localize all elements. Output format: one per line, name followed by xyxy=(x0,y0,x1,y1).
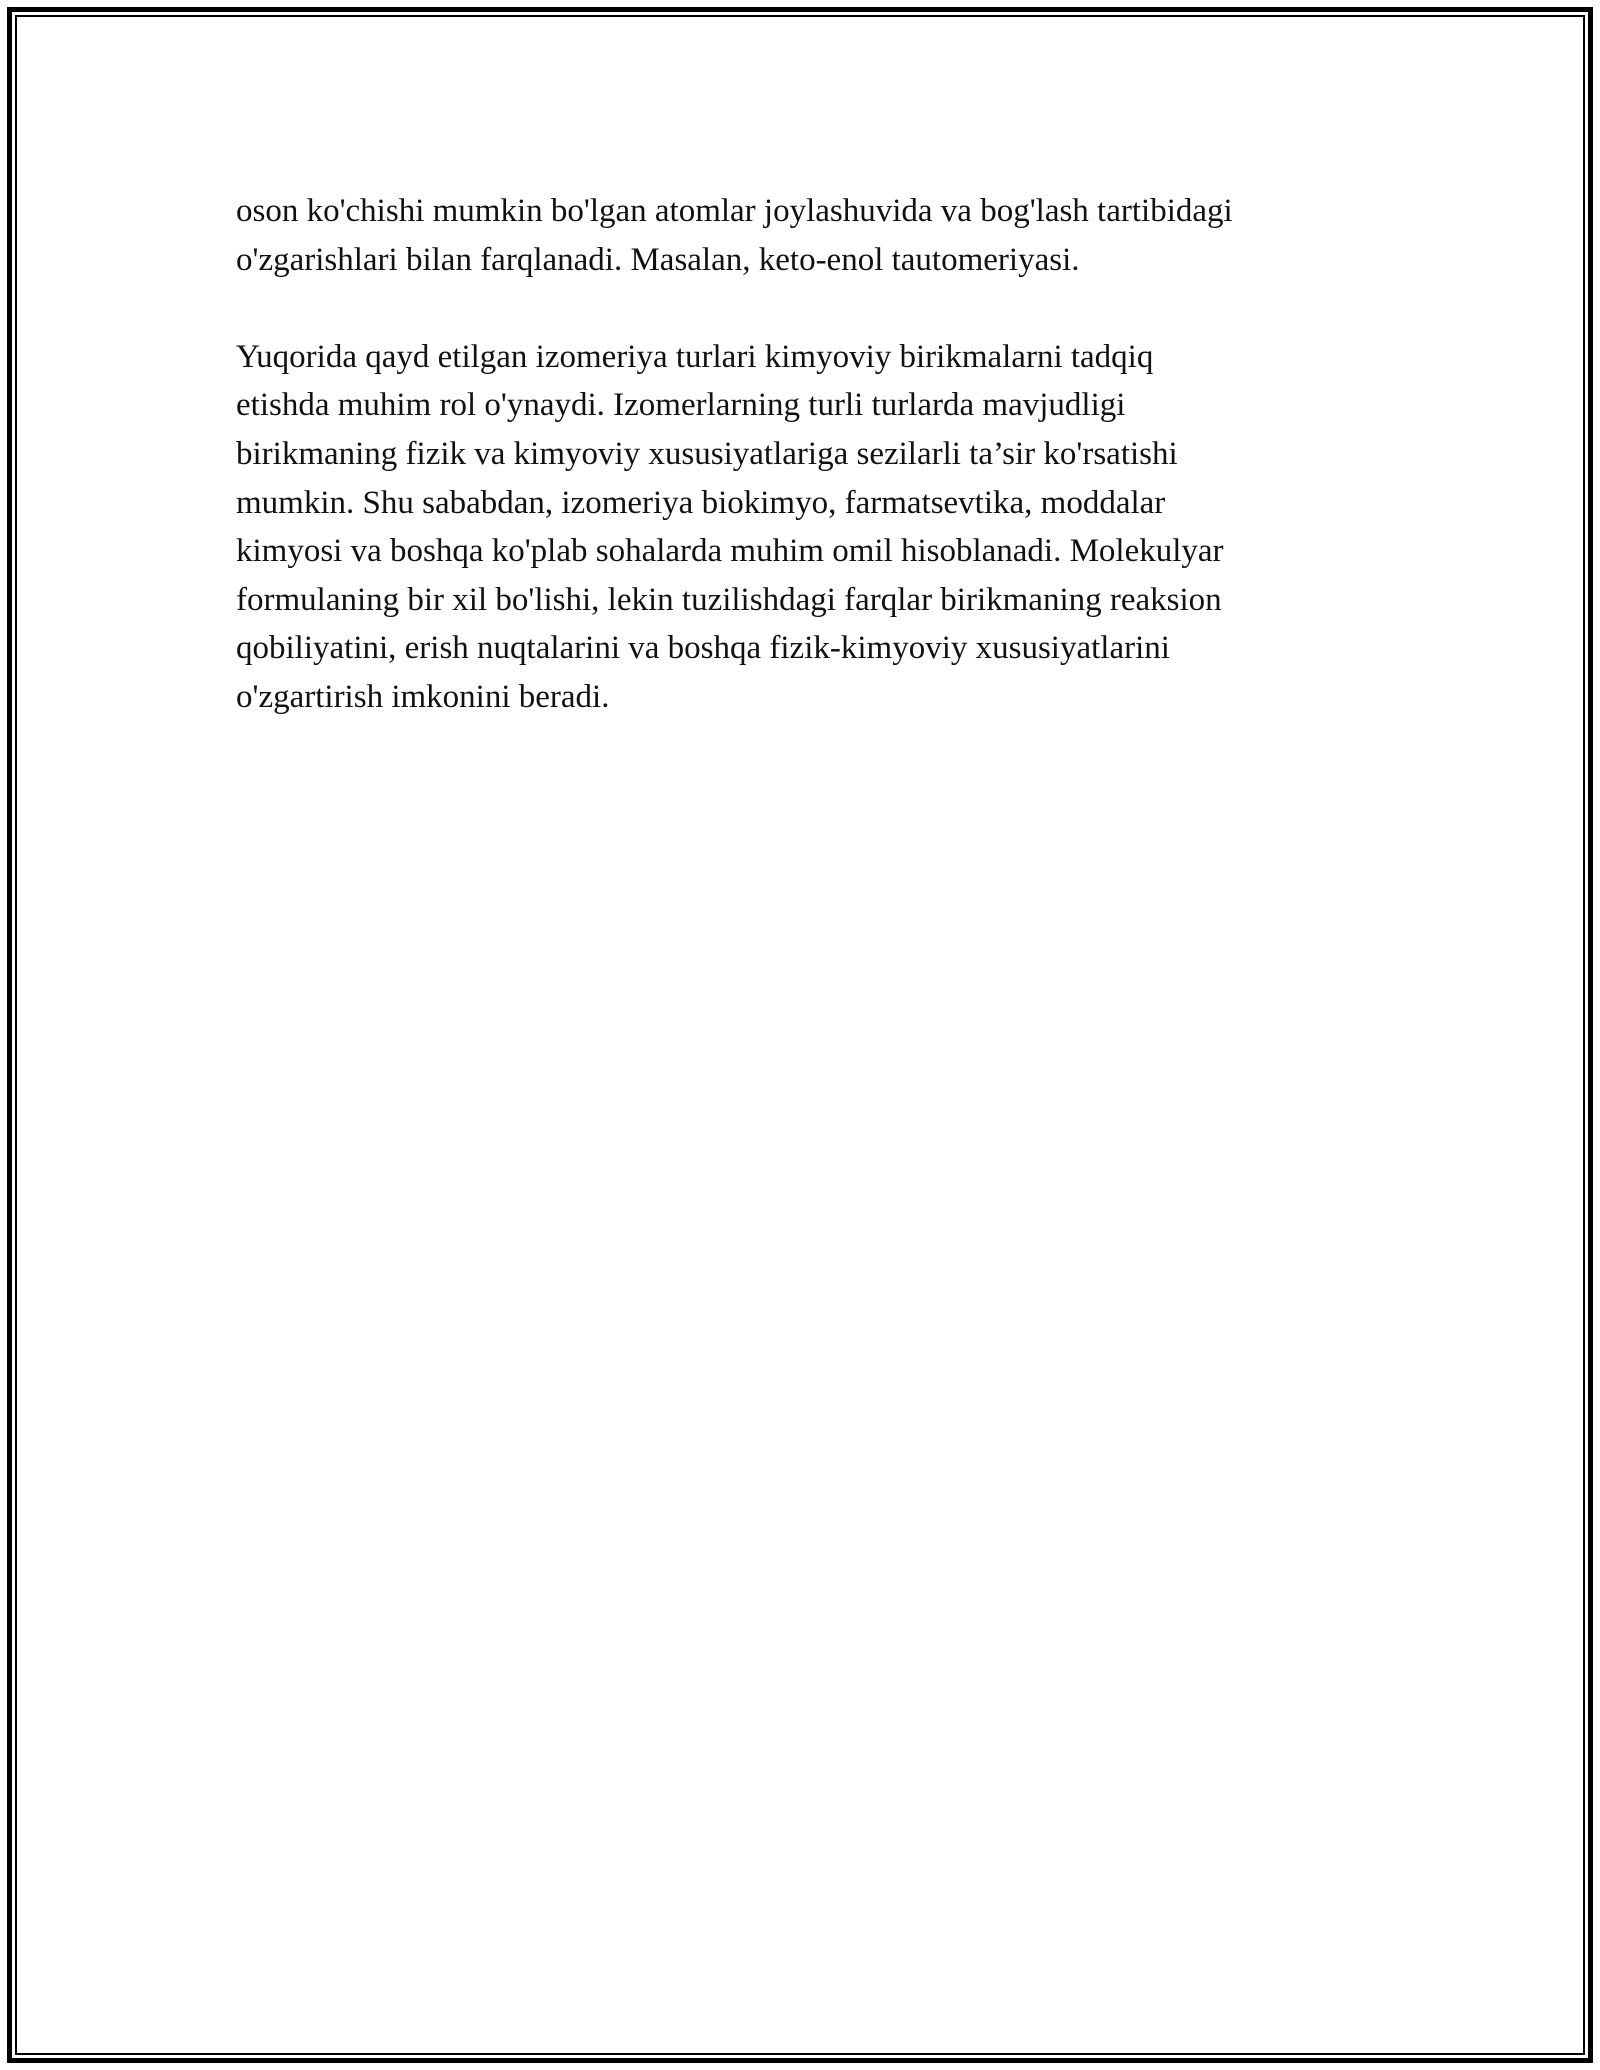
text-line: formulaning bir xil bo'lishi, lekin tuzilishdagi farqlar birikmaning reaksion xyxy=(236,581,1222,618)
text-line: mumkin. Shu sababdan, izomeriya biokimyo, farmatsevtika, moddalar xyxy=(236,484,1166,521)
text-line: kimyosi va boshqa ko'plab sohalarda muhim omil hisoblanadi. Molekulyar xyxy=(236,533,1224,570)
text-line: birikmaning fizik va kimyoviy xususiyatlariga sezilarli ta’sir ko'rsatishi xyxy=(236,435,1178,472)
paragraph xyxy=(236,333,1396,722)
text-line: oson ko'chishi mumkin bo'lgan atomlar joylashuvida va bog'lash tartibidagi xyxy=(236,193,1233,229)
paragraph xyxy=(236,187,1396,284)
text-line: Yuqorida qayd etilgan izomeriya turlari kimyoviy birikmalarni tadqiq xyxy=(236,338,1154,375)
text-line: o'zgarishlari bilan farqlanadi. Masalan, keto-enol tautomeriyasi. xyxy=(236,241,1080,278)
document-body xyxy=(236,187,1396,722)
text-line: o'zgartirish imkonini beradi. xyxy=(236,678,610,715)
text-line: qobiliyatini, erish nuqtalarini va boshqa fizik-kimyoviy xususiyatlarini xyxy=(236,630,1170,667)
text-line: etishda muhim rol o'ynaydi. Izomerlarning turli turlarda mavjudligi xyxy=(236,387,1126,424)
